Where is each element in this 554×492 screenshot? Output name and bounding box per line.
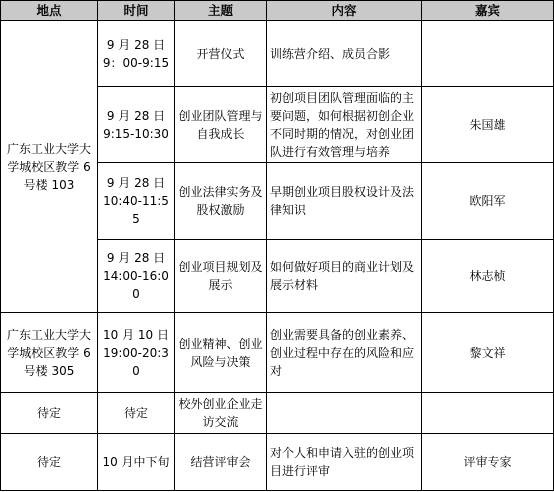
content-cell: 早期创业项目股权设计及法律知识	[267, 163, 422, 240]
content-cell: 如何做好项目的商业计划及展示材料	[267, 240, 422, 313]
topic-cell: 创业项目规划及展示	[175, 240, 267, 313]
location-cell: 待定	[1, 393, 98, 434]
guest-cell: 黎文祥	[422, 313, 554, 393]
content-cell: 训练营介绍、成员合影	[267, 21, 422, 87]
header-topic: 主题	[175, 1, 267, 21]
table-row	[1, 313, 554, 393]
time-cell: 9 月 28 日 9：00-9:15	[98, 21, 175, 87]
guest-cell	[422, 21, 554, 87]
content-cell: 初创项目团队管理面临的主要问题，如何根据初创企业不同时期的情况，对创业团队进行有效管理与培养	[267, 87, 422, 163]
topic-cell: 创业精神、创业风险与决策	[175, 313, 267, 393]
content-cell: 对个人和申请入驻的创业项目进行评审	[267, 434, 422, 491]
time-cell: 9 月 28 日 10:40-11:55	[98, 163, 175, 240]
header-guest: 嘉宾	[422, 1, 554, 21]
header-time: 时间	[98, 1, 175, 21]
time-cell: 10 月中下旬	[98, 434, 175, 491]
guest-cell: 评审专家	[422, 434, 554, 491]
guest-cell: 欧阳军	[422, 163, 554, 240]
topic-cell: 结营评审会	[175, 434, 267, 491]
time-cell: 10 月 10 日 19:00-20:30	[98, 313, 175, 393]
header-row	[1, 1, 554, 21]
topic-cell: 校外创业企业走访交流	[175, 393, 267, 434]
topic-cell: 创业团队管理与自我成长	[175, 87, 267, 163]
table-row	[1, 393, 554, 434]
time-cell: 9 月 28 日 14:00-16:00	[98, 240, 175, 313]
location-cell: 广东工业大学大学城校区教学 6 号楼 103	[1, 21, 98, 313]
guest-cell: 朱国雄	[422, 87, 554, 163]
topic-cell: 创业法律实务及股权激励	[175, 163, 267, 240]
table-row	[1, 21, 554, 87]
location-cell: 广东工业大学大学城校区教学 6 号楼 305	[1, 313, 98, 393]
content-cell	[267, 393, 422, 434]
location-cell: 待定	[1, 434, 98, 491]
content-cell: 创业需要具备的创业素养、创业过程中存在的风险和应对	[267, 313, 422, 393]
table-row	[1, 434, 554, 491]
header-location: 地点	[1, 1, 98, 21]
guest-cell: 林志桢	[422, 240, 554, 313]
guest-cell	[422, 393, 554, 434]
time-cell: 待定	[98, 393, 175, 434]
time-cell: 9 月 28 日 9:15-10:30	[98, 87, 175, 163]
topic-cell: 开营仪式	[175, 21, 267, 87]
header-content: 内容	[267, 1, 422, 21]
